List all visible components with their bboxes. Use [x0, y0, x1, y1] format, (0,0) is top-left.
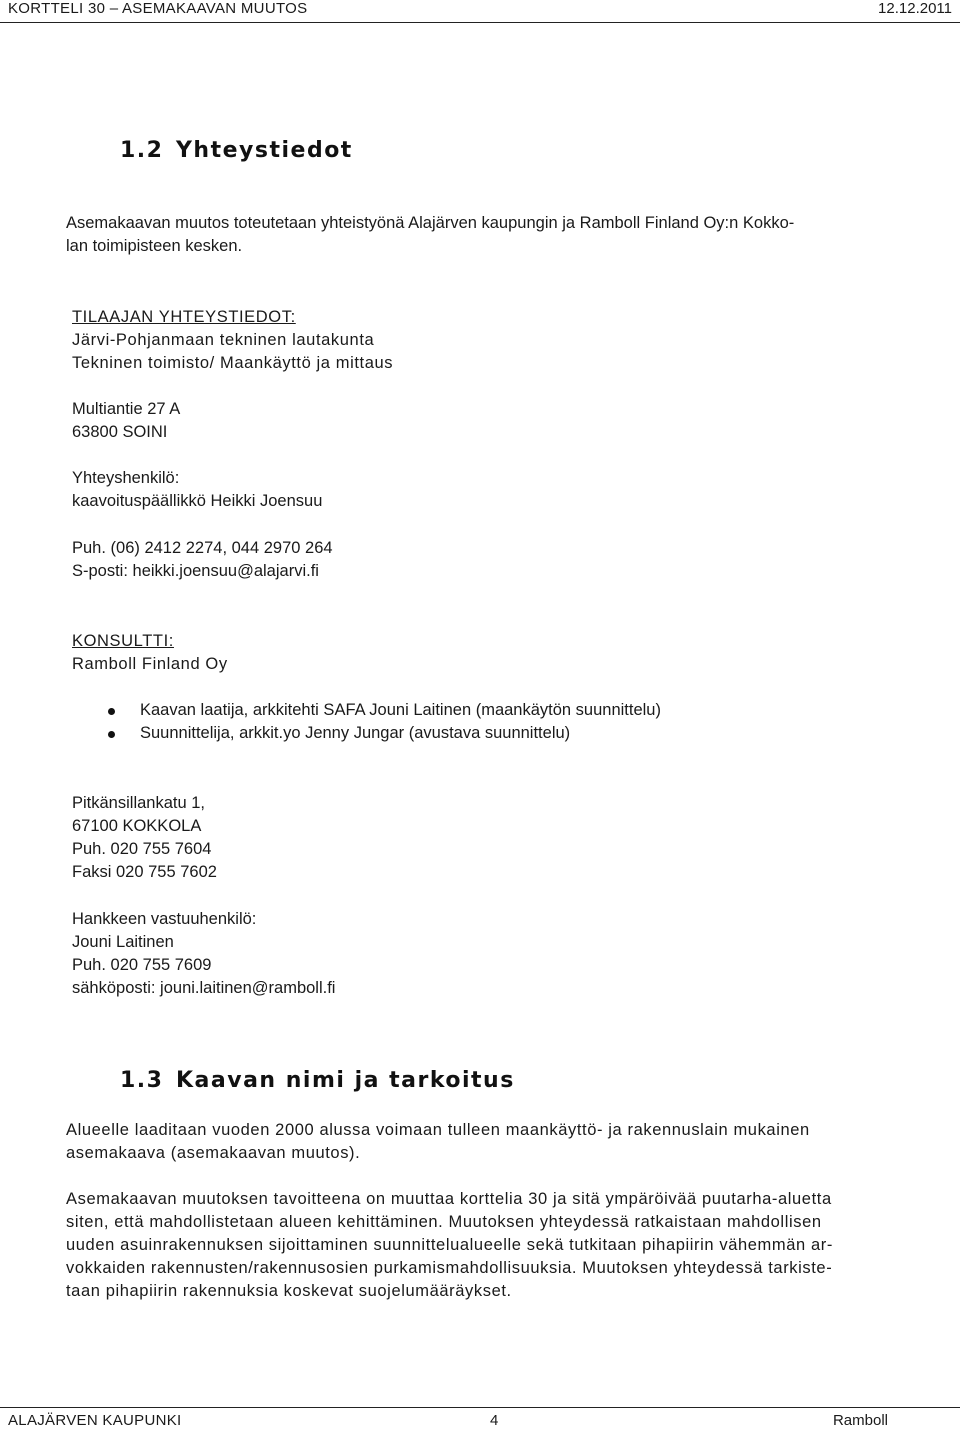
address-line: Pitkänsillankatu 1, — [72, 794, 205, 812]
bullet-icon — [108, 708, 115, 715]
responsible-line: Hankkeen vastuuhenkilö: — [72, 910, 257, 928]
client-phone-email — [72, 537, 333, 583]
client-phone: Puh. (06) 2412 2274, 044 2970 264 — [72, 539, 333, 557]
list-item-text: Kaavan laatija, arkkitehti SAFA Jouni Laitinen (maankäytön suunnittelu) — [140, 701, 661, 719]
consultant-heading: KONSULTTI: — [72, 632, 174, 650]
contact-name: kaavoituspäällikkö Heikki Joensuu — [72, 492, 323, 510]
contact-label: Yhteyshenkilö: — [72, 469, 180, 487]
responsible-line: Puh. 020 755 7609 — [72, 956, 212, 974]
paragraph-line: taan pihapiirin rakennuksia koskevat suojelumääräykset. — [66, 1282, 512, 1300]
client-block — [72, 306, 393, 375]
client-org-line: Järvi-Pohjanmaan tekninen lautakunta — [72, 331, 375, 349]
section-title: Kaavan nimi ja tarkoitus — [176, 1068, 515, 1093]
paragraph-line: Asemakaavan muutoksen tavoitteena on muuttaa korttelia 30 ja sitä ympäröivää puutarha-aluetta — [66, 1190, 832, 1208]
consultant-block — [72, 630, 228, 676]
section-1-3-paragraph-1 — [66, 1119, 810, 1165]
paragraph-line: asemakaava (asemakaavan muutos). — [66, 1144, 361, 1162]
responsible-line: Jouni Laitinen — [72, 933, 174, 951]
section-number: 1.2 — [120, 138, 164, 163]
section-heading-1-2 — [120, 138, 353, 163]
address-line: Multiantie 27 A — [72, 400, 181, 418]
page-number: 4 — [490, 1412, 499, 1429]
client-email: S-posti: heikki.joensuu@alajarvi.fi — [72, 562, 319, 580]
header-document-title: KORTTELI 30 – ASEMAKAAVAN MUUTOS — [8, 0, 308, 17]
consultant-address — [72, 792, 217, 884]
address-line: 67100 KOKKOLA — [72, 817, 202, 835]
intro-paragraph — [66, 212, 794, 258]
paragraph-line: Alueelle laaditaan vuoden 2000 alussa voimaan tulleen maankäyttö- ja rakennuslain mukainen — [66, 1121, 810, 1139]
list-item — [104, 699, 661, 722]
address-line: Faksi 020 755 7602 — [72, 863, 217, 881]
list-item-text: Suunnittelija, arkkit.yo Jenny Jungar (avustava suunnittelu) — [140, 724, 571, 742]
page-header — [0, 0, 960, 23]
section-number: 1.3 — [120, 1068, 164, 1093]
paragraph-line: siten, että mahdollistetaan alueen kehittäminen. Muutoksen yhteydessä ratkaistaan mahdollisen — [66, 1213, 822, 1231]
footer-organization: ALAJÄRVEN KAUPUNKI — [8, 1412, 182, 1429]
responsible-person — [72, 908, 335, 1000]
paragraph-line: uuden asuinrakennuksen sijoittaminen suunnittelualueelle sekä tutkitaan pihapiirin vähemmän ar- — [66, 1236, 833, 1254]
address-line: 63800 SOINI — [72, 423, 168, 441]
responsible-line: sähköposti: jouni.laitinen@ramboll.fi — [72, 979, 336, 997]
intro-line: Asemakaavan muutos toteutetaan yhteistyönä Alajärven kaupungin ja Ramboll Finland Oy:n Kokko- — [66, 214, 795, 232]
section-heading-1-3 — [120, 1068, 515, 1093]
client-address — [72, 398, 180, 444]
client-org-line: Tekninen toimisto/ Maankäyttö ja mittaus — [72, 354, 394, 372]
section-title: Yhteystiedot — [176, 138, 353, 163]
address-line: Puh. 020 755 7604 — [72, 840, 212, 858]
paragraph-line: vokkaiden rakennusten/rakennusosien purkamismahdollisuuksia. Muutoksen yhteydessä tarkiste- — [66, 1259, 833, 1277]
header-date: 12.12.2011 — [878, 0, 952, 17]
footer-company: Ramboll — [832, 1412, 888, 1429]
intro-line: lan toimipisteen kesken. — [66, 237, 243, 255]
consultant-bullet-list — [104, 699, 661, 745]
page-footer — [0, 1407, 960, 1432]
section-1-3-paragraph-2 — [66, 1188, 833, 1303]
client-heading: TILAAJAN YHTEYSTIEDOT: — [72, 308, 296, 326]
client-contact — [72, 467, 322, 513]
list-item — [104, 722, 661, 745]
consultant-company: Ramboll Finland Oy — [72, 655, 228, 673]
bullet-icon — [108, 731, 115, 738]
